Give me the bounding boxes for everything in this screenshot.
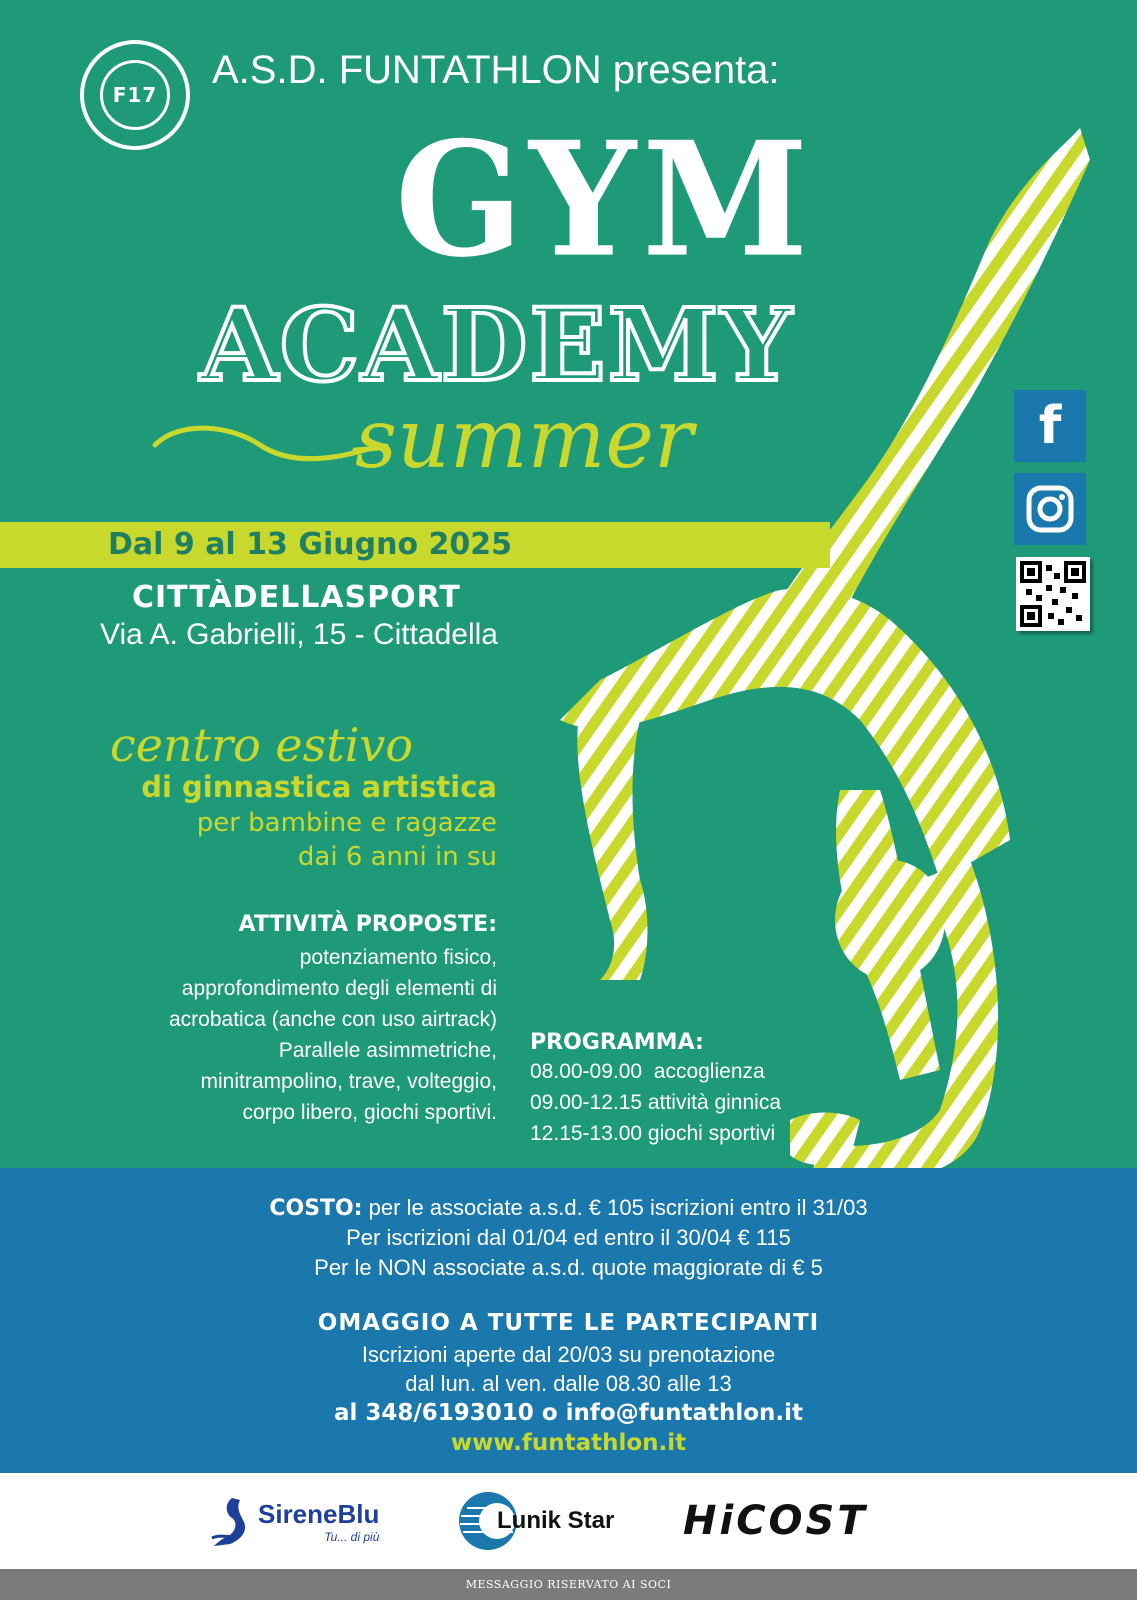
sponsor-lunik-star: [457, 1473, 614, 1569]
facebook-glyph: f: [1038, 396, 1062, 456]
title-gym: GYM: [395, 107, 815, 293]
mermaid-icon: [210, 1494, 254, 1548]
hicost-name: HiCOST: [683, 1498, 868, 1544]
activity-line: approfondimento degli elementi di: [181, 977, 497, 1000]
registration-line-2: dal lun. al ven. dalle 08.30 alle 13: [405, 1371, 732, 1396]
logo-mark: F17: [112, 83, 158, 107]
cost-line-3: Per le NON associate a.s.d. quote maggiorate di € 5: [314, 1255, 823, 1280]
sponsor-sirene-blu: [210, 1473, 379, 1569]
activity-line: minitrampolino, trave, volteggio,: [200, 1070, 497, 1093]
website-link[interactable]: www.funtathlon.it: [450, 1430, 687, 1456]
event-dates: Dal 9 al 13 Giugno 2025: [108, 527, 513, 562]
instagram-icon[interactable]: [1014, 473, 1086, 545]
facebook-icon[interactable]: [1014, 390, 1086, 462]
gift-headline: OMAGGIO A TUTTE LE PARTECIPANTI: [317, 1310, 820, 1336]
program-line: 12.15-13.00 giochi sportivi: [530, 1122, 776, 1145]
program-line: 08.00-09.00 accoglienza: [530, 1060, 765, 1083]
funtathlon-logo: [80, 40, 190, 150]
activity-line: acrobatica (anche con uso airtrack): [169, 1008, 497, 1031]
venue-name: CITTÀDELLASPORT: [132, 580, 461, 615]
footer-note: MESSAGGIO RISERVATO AI SOCI: [0, 1569, 1137, 1600]
registration-line-1: Iscrizioni aperte dal 20/03 su prenotazione: [361, 1342, 776, 1367]
presenter-line: A.S.D. FUNTATHLON presenta:: [212, 48, 780, 92]
instagram-glyph: [1024, 483, 1076, 535]
sirene-name: SireneBlu: [258, 1498, 380, 1529]
activities-title: ATTIVITÀ PROPOSTE:: [238, 912, 497, 937]
sirene-tagline: Tu... di più: [324, 1529, 380, 1544]
cost-label: COSTO:: [269, 1196, 363, 1221]
cost-text-1: per le associate a.s.d. € 105 iscrizioni entro il 31/03: [362, 1195, 868, 1220]
qr-code[interactable]: [1016, 557, 1090, 631]
intro-line-1: di ginnastica artistica: [141, 770, 497, 804]
title-academy: ACADEMY: [200, 286, 794, 404]
sponsor-bar: [0, 1473, 1137, 1569]
cost-line-2: Per iscrizioni dal 01/04 ed entro il 30/04 € 115: [346, 1225, 791, 1250]
logo-inner-ring: [100, 60, 170, 130]
activity-line: Parallele asimmetriche,: [278, 1039, 497, 1062]
program-line: 09.00-12.15 attività ginnica: [530, 1091, 782, 1114]
activity-line: corpo libero, giochi sportivi.: [242, 1101, 497, 1124]
intro-line-3: dai 6 anni in su: [297, 842, 497, 872]
lunik-name: Lunik Star: [497, 1507, 615, 1534]
activity-line: potenziamento fisico,: [299, 946, 497, 969]
intro-line-2: per bambine e ragazze: [196, 808, 497, 838]
program-title: PROGRAMMA:: [530, 1030, 704, 1055]
sponsor-hicost: [683, 1473, 868, 1569]
venue-address: Via A. Gabrielli, 15 - Cittadella: [100, 618, 498, 651]
qr-code-graphic: [1016, 557, 1090, 631]
cost-line-1: [0, 1195, 1137, 1221]
title-summer-script: summer: [355, 392, 694, 487]
centro-estivo-script: centro estivo: [110, 718, 414, 772]
contact-line[interactable]: al 348/6193010 o info@funtathlon.it: [333, 1400, 804, 1426]
